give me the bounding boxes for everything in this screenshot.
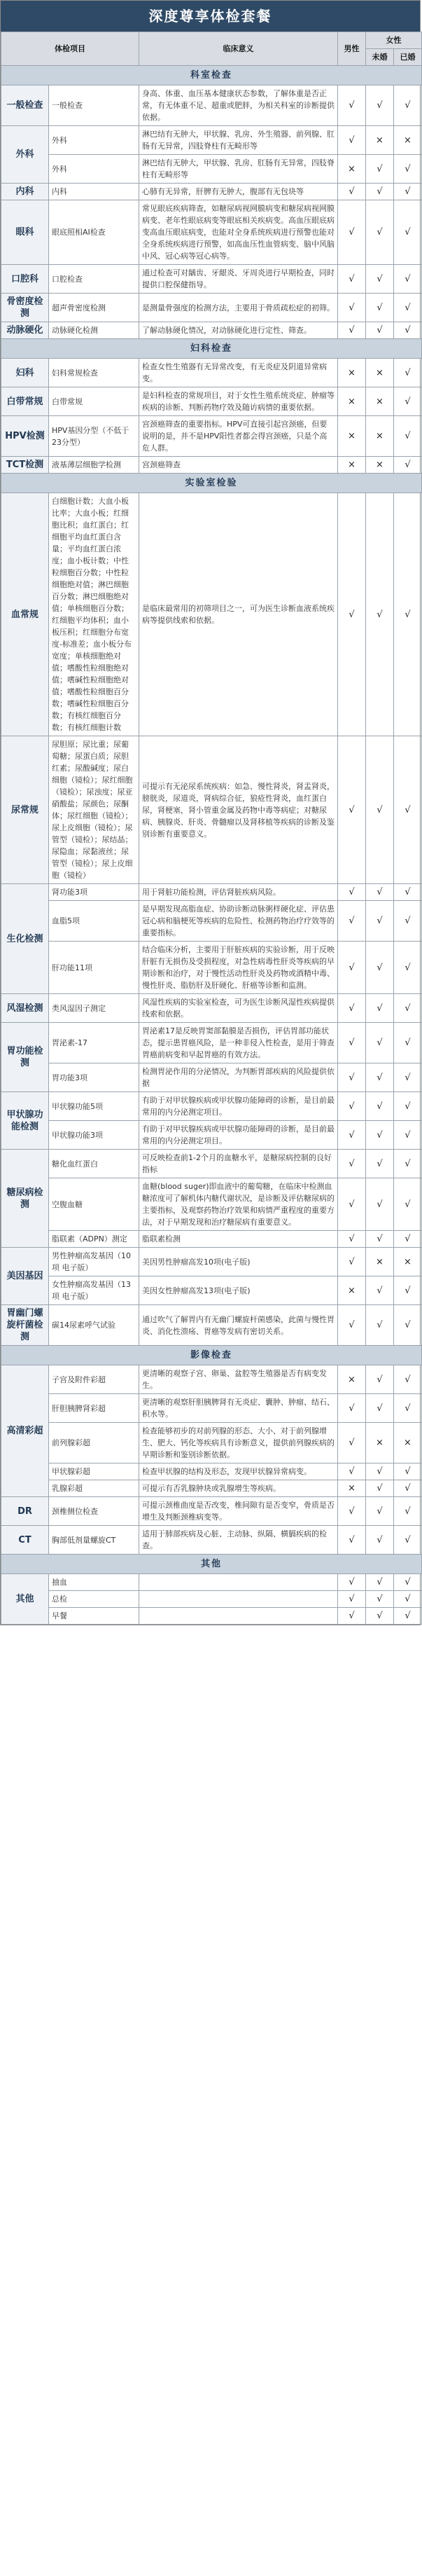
table-row xyxy=(1,1305,422,1346)
married-mark: √ xyxy=(394,457,422,474)
male-mark: √ xyxy=(338,1591,366,1608)
header-row xyxy=(1,32,422,49)
unmarried-mark: √ xyxy=(366,884,394,901)
unmarried-mark: √ xyxy=(366,736,394,884)
unmarried-mark: √ xyxy=(366,493,394,736)
married-mark: √ xyxy=(394,1463,422,1480)
male-mark: √ xyxy=(338,1063,366,1092)
unmarried-mark: √ xyxy=(366,1574,394,1591)
category-cell: 动脉硬化 xyxy=(1,322,49,339)
male-mark: √ xyxy=(338,1023,366,1063)
item-cell: 颈椎侧位检查 xyxy=(49,1497,139,1526)
married-mark: √ xyxy=(394,1276,422,1305)
male-mark: × xyxy=(338,387,366,416)
category-cell: 骨密度检测 xyxy=(1,294,49,322)
married-mark: √ xyxy=(394,1365,422,1394)
table-row xyxy=(1,1591,422,1608)
male-mark: √ xyxy=(338,942,366,994)
meaning-cell xyxy=(139,1591,338,1608)
category-cell: 血常规 xyxy=(1,493,49,736)
married-mark: √ xyxy=(394,901,422,942)
item-cell: 血脂5项 xyxy=(49,901,139,942)
unmarried-mark: √ xyxy=(366,322,394,339)
section-row xyxy=(1,1346,422,1365)
unmarried-mark: √ xyxy=(366,901,394,942)
unmarried-mark: √ xyxy=(366,1480,394,1497)
meaning-cell: 身高、体重、血压基本健康状态参数，了解体重是否正常，有无体重不足、超重或肥胖，为相关科室的诊断提供依据。 xyxy=(139,85,338,126)
unmarried-mark: √ xyxy=(366,942,394,994)
unmarried-mark: √ xyxy=(366,184,394,200)
section-title: 妇科检查 xyxy=(1,339,422,359)
category-cell: CT xyxy=(1,1526,49,1555)
unmarried-mark: √ xyxy=(366,1497,394,1526)
table-row xyxy=(1,416,422,457)
item-cell: 女性肿瘤高发基因（13项 电子版） xyxy=(49,1276,139,1305)
married-mark: √ xyxy=(394,736,422,884)
unmarried-mark: × xyxy=(366,359,394,387)
meaning-cell: 有助于对甲状腺疾病或甲状腺功能障碍的诊断，是目前最常用的内分泌测定项目。 xyxy=(139,1092,338,1121)
category-cell: 糖尿病检测 xyxy=(1,1150,49,1248)
married-mark: √ xyxy=(394,294,422,322)
item-cell: 尿胆原；尿比重；尿葡萄糖；尿蛋白质；尿胆红素；尿酸碱度；尿白细胞（镜检）；尿红细胞（镜检）；尿浊度；尿亚硝酸盐；尿颜色；尿酮体；尿红细胞（镜检）；尿上皮细胞（镜检）；尿管型（镜检）；尿结晶；尿隐血；尿黏液丝；尿管型（镜检）；尿上皮细胞（镜检） xyxy=(49,736,139,884)
unmarried-mark: × xyxy=(366,1248,394,1276)
table-row xyxy=(1,884,422,901)
unmarried-mark: √ xyxy=(366,200,394,265)
male-mark: √ xyxy=(338,1231,366,1248)
item-cell: 外科 xyxy=(49,126,139,155)
married-mark: √ xyxy=(394,994,422,1023)
married-mark: √ xyxy=(394,1150,422,1178)
meaning-cell: 是测量骨强度的检测方法，主要用于骨质疏松症的初筛。 xyxy=(139,294,338,322)
meaning-cell: 可提示有否乳腺肿块或乳腺增生等疾病。 xyxy=(139,1480,338,1497)
section-title: 影像检查 xyxy=(1,1346,422,1365)
meaning-cell: 可提示颈椎曲度是否改变，椎间隙有是否变窄，骨质是否增生及判断颈椎病变等。 xyxy=(139,1497,338,1526)
married-mark: √ xyxy=(394,1092,422,1121)
male-mark: × xyxy=(338,1276,366,1305)
item-cell: 类风湿因子测定 xyxy=(49,994,139,1023)
category-cell: 一般检查 xyxy=(1,85,49,126)
unmarried-mark: √ xyxy=(366,994,394,1023)
table-body xyxy=(1,66,422,1625)
meaning-cell: 血糖(blood suger)即血液中的葡萄糖，在临床中检测血糖浓度可了解机体内糖代谢状况，是诊断及评估糖尿病的主要指标，及观察药物治疗效果和病情严重程度的重要方法，对于早期发现和治疗糖尿病有重要意义。 xyxy=(139,1178,338,1231)
male-mark: √ xyxy=(338,1178,366,1231)
meaning-cell: 了解动脉硬化情况，对动脉硬化进行定性、筛查。 xyxy=(139,322,338,339)
meaning-cell: 更清晰的观察肝胆胰脾肾有无炎症、囊肿、肿瘤、结石、积水等。 xyxy=(139,1394,338,1423)
married-mark: √ xyxy=(394,1063,422,1092)
meaning-cell: 通过检查可对龋齿、牙龈炎、牙周炎进行早期检查，同时提供口腔保健指导。 xyxy=(139,265,338,294)
unmarried-mark: × xyxy=(366,457,394,474)
table-row xyxy=(1,294,422,322)
male-mark: √ xyxy=(338,1394,366,1423)
category-cell: 美因基因 xyxy=(1,1248,49,1305)
male-mark: √ xyxy=(338,322,366,339)
header-unmarried: 未婚 xyxy=(366,49,394,66)
checkup-table xyxy=(1,32,422,1625)
married-mark: √ xyxy=(394,1394,422,1423)
table-row xyxy=(1,359,422,387)
category-cell: 口腔科 xyxy=(1,265,49,294)
married-mark: √ xyxy=(394,184,422,200)
table-row xyxy=(1,1231,422,1248)
item-cell: 甲状腺功能3项 xyxy=(49,1121,139,1150)
married-mark: √ xyxy=(394,1480,422,1497)
male-mark: √ xyxy=(338,1423,366,1463)
table-row xyxy=(1,387,422,416)
category-cell: HPV检测 xyxy=(1,416,49,457)
table-row xyxy=(1,1574,422,1591)
item-cell: 碳14尿素呼气试验 xyxy=(49,1305,139,1346)
male-mark: √ xyxy=(338,1305,366,1346)
meaning-cell: 更清晰的观察子宫、卵巢、盆腔等生殖器是否有病变发生。 xyxy=(139,1365,338,1394)
unmarried-mark: √ xyxy=(366,1023,394,1063)
item-cell: 肝胆胰脾肾彩超 xyxy=(49,1394,139,1423)
item-cell: 早餐 xyxy=(49,1608,139,1625)
unmarried-mark: √ xyxy=(366,1092,394,1121)
table-row xyxy=(1,1092,422,1121)
meaning-cell: 脂联素检测 xyxy=(139,1231,338,1248)
item-cell: 超声骨密度检测 xyxy=(49,294,139,322)
male-mark: √ xyxy=(338,901,366,942)
meaning-cell: 是早期发现高脂血症、协助诊断动脉粥样硬化症、评估患冠心病和脑梗死等疾病的危险性、检测药物治疗疗效等的重要指标。 xyxy=(139,901,338,942)
male-mark: √ xyxy=(338,736,366,884)
table-row xyxy=(1,493,422,736)
table-row xyxy=(1,1178,422,1231)
married-mark: √ xyxy=(394,1497,422,1526)
unmarried-mark: √ xyxy=(366,1463,394,1480)
male-mark: √ xyxy=(338,85,366,126)
married-mark: √ xyxy=(394,1574,422,1591)
meaning-cell xyxy=(139,1574,338,1591)
male-mark: √ xyxy=(338,1121,366,1150)
married-mark: √ xyxy=(394,493,422,736)
table-row xyxy=(1,126,422,155)
item-cell: 抽血 xyxy=(49,1574,139,1591)
unmarried-mark: √ xyxy=(366,265,394,294)
item-cell: 外科 xyxy=(49,155,139,184)
table-row xyxy=(1,265,422,294)
item-cell: 男性肿瘤高发基因（10项 电子版） xyxy=(49,1248,139,1276)
unmarried-mark: √ xyxy=(366,1178,394,1231)
item-cell: HPV基因分型（不低于23分型） xyxy=(49,416,139,457)
section-title: 其他 xyxy=(1,1555,422,1574)
header-married: 已婚 xyxy=(394,49,422,66)
married-mark: × xyxy=(394,1423,422,1463)
table-row xyxy=(1,1526,422,1555)
unmarried-mark: √ xyxy=(366,85,394,126)
male-mark: √ xyxy=(338,184,366,200)
male-mark: √ xyxy=(338,126,366,155)
item-cell: 甲状腺功能5项 xyxy=(49,1092,139,1121)
meaning-cell: 美因女性肿瘤高发13项(电子版) xyxy=(139,1276,338,1305)
header-meaning: 临床意义 xyxy=(139,32,338,66)
table-row xyxy=(1,1365,422,1394)
meaning-cell: 结合临床分析，主要用于肝脏疾病的实验诊断，用于反映肝脏有无损伤及受损程度，对急性病毒性肝炎等疾病的早期诊断和治疗，对于慢性活动性肝炎及药物或酒精中毒、慢性肝炎、脂肪肝及肝硬化、肝癌等诊断和监测。 xyxy=(139,942,338,994)
section-title: 科室检查 xyxy=(1,66,422,85)
header-female: 女性 xyxy=(366,32,422,49)
male-mark: √ xyxy=(338,265,366,294)
married-mark: √ xyxy=(394,359,422,387)
meaning-cell: 宫颈癌筛查 xyxy=(139,457,338,474)
married-mark: √ xyxy=(394,265,422,294)
item-cell: 胃功能3项 xyxy=(49,1063,139,1092)
meaning-cell: 检查甲状腺的结构及形态，发现甲状腺异常病变。 xyxy=(139,1463,338,1480)
item-cell: 总检 xyxy=(49,1591,139,1608)
meaning-cell: 心肺有无异常，肝脾有无肿大，腹部有无包块等 xyxy=(139,184,338,200)
married-mark: √ xyxy=(394,322,422,339)
item-cell: 内科 xyxy=(49,184,139,200)
table-row xyxy=(1,1023,422,1063)
male-mark: √ xyxy=(338,1092,366,1121)
male-mark: × xyxy=(338,416,366,457)
married-mark: √ xyxy=(394,200,422,265)
unmarried-mark: × xyxy=(366,416,394,457)
header-item: 体检项目 xyxy=(1,32,139,66)
married-mark: √ xyxy=(394,416,422,457)
item-cell: 口腔检查 xyxy=(49,265,139,294)
meaning-cell: 常见眼底疾病筛查，如糖尿病视网膜病变和糖尿病视网膜病变、老年性眼底病变等眼底相关疾病变。高血压眼底病变高血压眼底病变，也能对全身系统疾病进行预警也能对全身系统疾病进行预警，如高血压性血管病变、脑中风脑中风、冠心病等冠心病等。 xyxy=(139,200,338,265)
table-row xyxy=(1,736,422,884)
unmarried-mark: × xyxy=(366,1423,394,1463)
table-row xyxy=(1,155,422,184)
table-row xyxy=(1,1150,422,1178)
section-row xyxy=(1,1555,422,1574)
married-mark: √ xyxy=(394,1591,422,1608)
married-mark: √ xyxy=(394,1231,422,1248)
meaning-cell: 是临床最常用的初筛项目之一，可为医生诊断血液系统疾病等提供线索和依据。 xyxy=(139,493,338,736)
meaning-cell: 可反映检查前1-2个月的血糖水平，是糖尿病控制的良好指标 xyxy=(139,1150,338,1178)
meaning-cell: 检测胃泌作用的分泌情况，为判断胃部疾病的风险提供依据 xyxy=(139,1063,338,1092)
item-cell: 白带常规 xyxy=(49,387,139,416)
table-row xyxy=(1,200,422,265)
meaning-cell: 美因男性肿瘤高发10项(电子版) xyxy=(139,1248,338,1276)
category-cell: 尿常规 xyxy=(1,736,49,884)
table-row xyxy=(1,1423,422,1463)
category-cell: 高清彩超 xyxy=(1,1365,49,1497)
unmarried-mark: √ xyxy=(366,1231,394,1248)
category-cell: 白带常规 xyxy=(1,387,49,416)
male-mark: √ xyxy=(338,493,366,736)
table-row xyxy=(1,1497,422,1526)
item-cell: 肝功能11项 xyxy=(49,942,139,994)
item-cell: 糖化血红蛋白 xyxy=(49,1150,139,1178)
married-mark: × xyxy=(394,126,422,155)
unmarried-mark: √ xyxy=(366,1365,394,1394)
married-mark: √ xyxy=(394,155,422,184)
unmarried-mark: × xyxy=(366,387,394,416)
meaning-cell: 适用于肺部疾病及心脏、主动脉、纵隔、横膈疾病的检查。 xyxy=(139,1526,338,1555)
table-row xyxy=(1,1063,422,1092)
male-mark: √ xyxy=(338,884,366,901)
married-mark: √ xyxy=(394,85,422,126)
meaning-cell: 宫颈癌筛查的重要指标。HPV可直接引起宫颈癌，但要说明的是，并不是HPV阳性者都会得宫颈癌，只是个高危人群。 xyxy=(139,416,338,457)
married-mark: √ xyxy=(394,387,422,416)
item-cell: 甲状腺彩超 xyxy=(49,1463,139,1480)
meaning-cell: 用于肾脏功能检测，评估肾脏疾病风险。 xyxy=(139,884,338,901)
unmarried-mark: √ xyxy=(366,1305,394,1346)
meaning-cell: 通过吹气了解胃内有无幽门螺旋杆菌感染，此菌与慢性胃炎、消化性溃疡、胃癌等发病有密切关系。 xyxy=(139,1305,338,1346)
item-cell: 液基薄层细胞学检测 xyxy=(49,457,139,474)
married-mark: × xyxy=(394,1248,422,1276)
category-cell: TCT检测 xyxy=(1,457,49,474)
married-mark: √ xyxy=(394,1305,422,1346)
meaning-cell: 有助于对甲状腺疾病或甲状腺功能障碍的诊断，是目前最常用的内分泌测定项目。 xyxy=(139,1121,338,1150)
item-cell: 妇科常规检查 xyxy=(49,359,139,387)
table-row xyxy=(1,1121,422,1150)
married-mark: √ xyxy=(394,1023,422,1063)
category-cell: 内科 xyxy=(1,184,49,200)
table-row xyxy=(1,994,422,1023)
table-row xyxy=(1,184,422,200)
item-cell: 一般检查 xyxy=(49,85,139,126)
male-mark: × xyxy=(338,1365,366,1394)
male-mark: × xyxy=(338,457,366,474)
male-mark: √ xyxy=(338,294,366,322)
male-mark: √ xyxy=(338,1463,366,1480)
meaning-cell: 是妇科检查的常规项目，对于女性生殖系统炎症、肿瘤等疾病的诊断、判断药物疗效及随访病情的重要依据。 xyxy=(139,387,338,416)
male-mark: √ xyxy=(338,200,366,265)
item-cell: 脂联素（ADPN）测定 xyxy=(49,1231,139,1248)
item-cell: 子宫及附件彩超 xyxy=(49,1365,139,1394)
unmarried-mark: √ xyxy=(366,1150,394,1178)
meaning-cell: 淋巴结有无肿大，甲状腺、乳房、肛肠有无异常，四肢脊柱有无畸形等 xyxy=(139,155,338,184)
table-row xyxy=(1,85,422,126)
meaning-cell: 可提示有无泌尿系统疾病：如急、慢性肾炎，肾盂肾炎，膀胱炎，尿道炎，肾病综合征，狼疮性肾炎，血红蛋白尿，肾梗塞，肾小管重金属及药物中毒等病症；对糖尿病、胰腺炎、肝炎、骨髓瘤以及肾移植等疾病的诊断及鉴别诊断有重要意义。 xyxy=(139,736,338,884)
meaning-cell: 胃泌素17是反映胃窦部黏膜是否损伤，评估胃部功能状态，提示患胃癌风险，是一种非侵入性检查，是用于筛查胃癌前病变和早起胃癌的有效方法。 xyxy=(139,1023,338,1063)
section-row xyxy=(1,474,422,493)
category-cell: 其他 xyxy=(1,1574,49,1625)
section-row xyxy=(1,66,422,85)
item-cell: 肾功能3项 xyxy=(49,884,139,901)
table-row xyxy=(1,1248,422,1276)
unmarried-mark: √ xyxy=(366,1526,394,1555)
item-cell: 乳腺彩超 xyxy=(49,1480,139,1497)
married-mark: √ xyxy=(394,1178,422,1231)
meaning-cell xyxy=(139,1608,338,1625)
table-row xyxy=(1,942,422,994)
item-cell: 空腹血糖 xyxy=(49,1178,139,1231)
category-cell: 甲状腺功能检测 xyxy=(1,1092,49,1150)
item-cell: 白细胞计数；大血小板比率；大血小板；红细胞比积；血红蛋白；红细胞平均血红蛋白含量；平均血红蛋白浓度；血小板计数；中性粒细胞百分数；中性粒细胞绝对值；淋巴细胞百分数；淋巴细胞绝对值；单核细胞百分数；红细胞平均体积；血小板压积；红细胞分布宽度-标准差；血小板分布宽度；单核细胞绝对值；嗜酸性粒细胞绝对值；嗜碱性粒细胞绝对值；嗜酸性粒细胞百分数；嗜碱性粒细胞百分数；有核红细胞百分数；有核红细胞计数 xyxy=(49,493,139,736)
unmarried-mark: √ xyxy=(366,1121,394,1150)
page-title: 深度尊享体检套餐 xyxy=(1,1,420,32)
male-mark: √ xyxy=(338,1574,366,1591)
table-row xyxy=(1,1608,422,1625)
unmarried-mark: √ xyxy=(366,155,394,184)
married-mark: √ xyxy=(394,1608,422,1625)
category-cell: 妇科 xyxy=(1,359,49,387)
category-cell: 风湿检测 xyxy=(1,994,49,1023)
meaning-cell: 风湿性疾病的实验室检查，可为医生诊断风湿性疾病提供线索和依据。 xyxy=(139,994,338,1023)
unmarried-mark: √ xyxy=(366,1591,394,1608)
male-mark: × xyxy=(338,359,366,387)
table-row xyxy=(1,322,422,339)
item-cell: 眼底照相AI检查 xyxy=(49,200,139,265)
unmarried-mark: √ xyxy=(366,294,394,322)
male-mark: √ xyxy=(338,1608,366,1625)
table-row xyxy=(1,1480,422,1497)
item-cell: 胸部低剂量螺旋CT xyxy=(49,1526,139,1555)
male-mark: √ xyxy=(338,1526,366,1555)
unmarried-mark: √ xyxy=(366,1608,394,1625)
unmarried-mark: √ xyxy=(366,1394,394,1423)
male-mark: × xyxy=(338,155,366,184)
category-cell: 生化检测 xyxy=(1,884,49,994)
unmarried-mark: × xyxy=(366,126,394,155)
married-mark: √ xyxy=(394,942,422,994)
married-mark: √ xyxy=(394,884,422,901)
meaning-cell: 淋巴结有无肿大，甲状腺、乳房、外生殖器、前列腺、肛肠有无异常，四肢脊柱有无畸形等 xyxy=(139,126,338,155)
unmarried-mark: √ xyxy=(366,1276,394,1305)
married-mark: √ xyxy=(394,1526,422,1555)
section-row xyxy=(1,339,422,359)
married-mark: √ xyxy=(394,1121,422,1150)
male-mark: × xyxy=(338,1480,366,1497)
header-male: 男性 xyxy=(338,32,366,66)
section-title: 实验室检验 xyxy=(1,474,422,493)
item-cell: 动脉硬化检测 xyxy=(49,322,139,339)
table-row xyxy=(1,901,422,942)
male-mark: √ xyxy=(338,1248,366,1276)
meaning-cell: 检查女性生殖器有无异常改变，有无炎症及阴道异常病变。 xyxy=(139,359,338,387)
unmarried-mark: √ xyxy=(366,1063,394,1092)
category-cell: 眼科 xyxy=(1,200,49,265)
male-mark: √ xyxy=(338,994,366,1023)
category-cell: 胃幽门螺旋杆菌检测 xyxy=(1,1305,49,1346)
table-row xyxy=(1,1394,422,1423)
category-cell: DR xyxy=(1,1497,49,1526)
meaning-cell: 检查能够初步的对前列腺的形态、大小、对于前列腺增生、肥大、钙化等疾病具有诊断意义，提供前列腺疾病的早期诊断和鉴别诊断依据。 xyxy=(139,1423,338,1463)
table-row xyxy=(1,1463,422,1480)
male-mark: √ xyxy=(338,1497,366,1526)
table-row xyxy=(1,457,422,474)
male-mark: √ xyxy=(338,1150,366,1178)
category-cell: 外科 xyxy=(1,126,49,184)
item-cell: 胃泌素-17 xyxy=(49,1023,139,1063)
item-cell: 前列腺彩超 xyxy=(49,1423,139,1463)
table-row xyxy=(1,1276,422,1305)
category-cell: 胃功能检测 xyxy=(1,1023,49,1092)
